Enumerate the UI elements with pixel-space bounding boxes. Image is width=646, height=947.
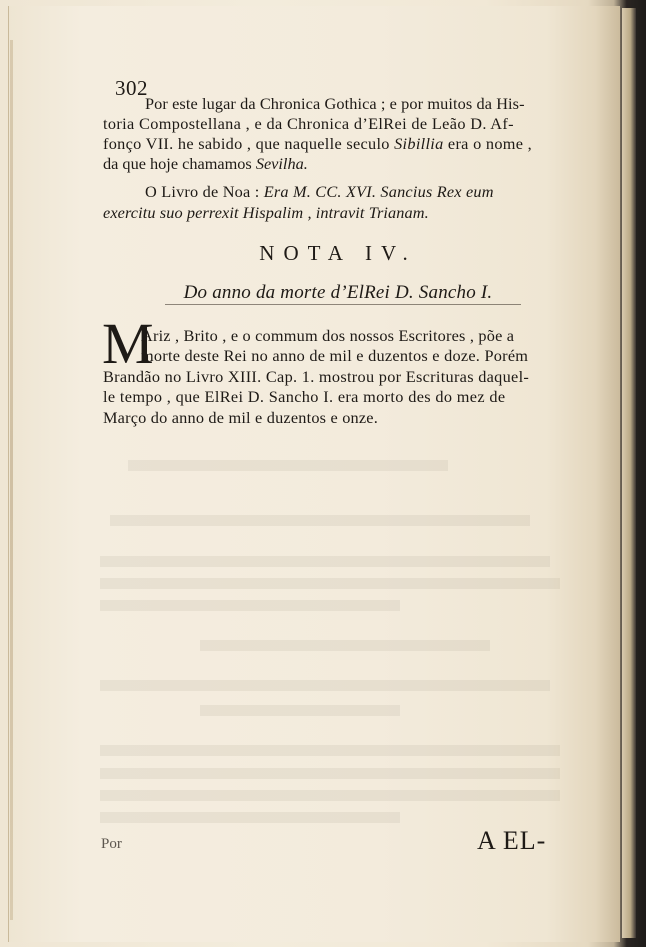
text-line: Março do anno de mil e duzentos e onze. (103, 407, 378, 427)
paragraph-death-of-sancho (103, 326, 573, 428)
page-gutter-edge (10, 40, 13, 920)
paragraph-historia-compostellana (103, 94, 573, 174)
text-line: morte deste Rei no anno de mil e duzentos e doze. Porém (141, 346, 529, 366)
text-line (103, 202, 573, 223)
text-line (103, 181, 573, 202)
drop-cap: M (102, 311, 154, 376)
heading-underline (165, 304, 521, 305)
text-line: Ariz , Brito , e o commum dos nossos Escritores , põe a (141, 326, 515, 345)
text-line: le tempo , que ElRei D. Sancho I. era morto des do mez de (103, 387, 506, 407)
section-heading: NOTA IV. (259, 241, 417, 265)
text-line: Por este lugar da Chronica Gothica ; e por muitos da His- (145, 94, 525, 113)
latin-quotation: exercitu suo perrexit Hispalim , intravit Trianam. (103, 203, 429, 222)
page-number: 302 (115, 76, 148, 100)
text-line (103, 134, 573, 154)
text-line (103, 154, 573, 174)
italic-term: Sevilha. (255, 154, 308, 173)
text-run: O Livro de Noa : (145, 182, 264, 201)
text-run: fonço VII. he sabido , que naquelle seculo (103, 134, 395, 153)
italic-term: Sibillia (394, 134, 444, 153)
paragraph-livro-de-noa (103, 181, 573, 223)
catchword-left: Por (101, 836, 122, 852)
latin-quotation: Era M. CC. XVI. Sancius Rex eum (263, 182, 494, 201)
text-line: toria Compostellana , e da Chronica d’ElRei de Leão D. Af- (103, 114, 514, 133)
text-run: da que hoje chamamos (103, 154, 256, 173)
catchword-right: A EL- (477, 826, 547, 855)
text-run: era o nome , (443, 134, 533, 153)
next-leaf-edge (622, 8, 636, 938)
text-line: Brandão no Livro XIII. Cap. 1. mostrou por Escrituras daquel- (103, 366, 530, 386)
section-subheading: Do anno da morte d’ElRei D. Sancho I. (183, 282, 493, 303)
